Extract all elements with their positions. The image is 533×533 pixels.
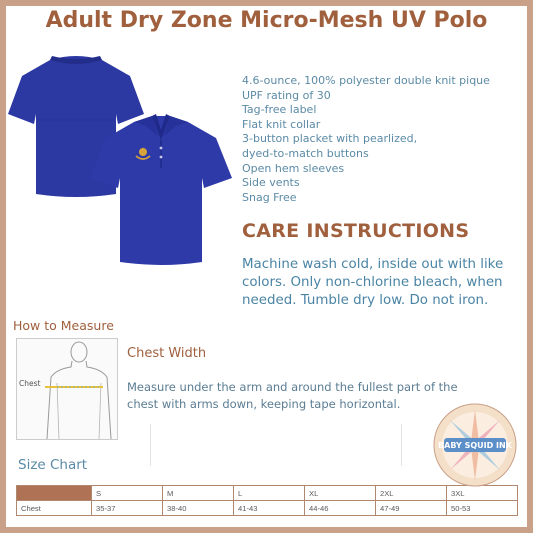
table-cell: 44-46 <box>305 501 376 516</box>
feature-list <box>242 74 490 205</box>
size-chart-table <box>16 485 518 516</box>
measure-description: Measure under the arm and around the fullest part of the chest with arms down, keeping tape horizontal. <box>127 380 458 411</box>
table-cell: 50-53 <box>447 501 518 516</box>
feature-item: 3-button placket with pearlized, <box>242 132 418 146</box>
table-cell: Chest <box>17 501 92 516</box>
table-header-cell: M <box>163 486 234 501</box>
feature-item: Open hem sleeves <box>242 161 345 175</box>
feature-item: 4.6-ounce, 100% polyester double knit pique <box>242 74 490 87</box>
brand-logo <box>432 402 518 488</box>
feature-item: dyed-to-match buttons <box>242 146 369 160</box>
body-silhouette-image <box>17 339 117 439</box>
how-to-measure-heading: How to Measure <box>13 318 114 333</box>
svg-text:···: ··· <box>141 145 145 149</box>
table-cell: 38-40 <box>163 501 234 516</box>
chest-width-heading: Chest Width <box>127 346 207 361</box>
measure-illustration <box>16 338 118 440</box>
feature-item: Flat knit collar <box>242 117 321 131</box>
care-instructions-text: Machine wash cold, inside out with like colors. Only non-chlorine bleach, when needed. Tumble dry low. Do not iron. <box>242 257 504 308</box>
feature-item: Tag-free label <box>242 103 317 117</box>
feature-item: UPF rating of 30 <box>242 88 331 102</box>
table-header-cell: 2XL <box>376 486 447 501</box>
table-header-cell: L <box>234 486 305 501</box>
care-instructions-heading: CARE INSTRUCTIONS <box>242 220 470 242</box>
feature-item: Snag Free <box>242 190 297 204</box>
feature-item: Side vents <box>242 176 300 190</box>
polo-front-image <box>86 112 236 272</box>
table-header-cell <box>17 486 92 501</box>
table-header-cell: 3XL <box>447 486 518 501</box>
size-chart-heading: Size Chart <box>18 457 88 473</box>
chest-label: Chest <box>19 379 41 388</box>
table-cell: 47-49 <box>376 501 447 516</box>
table-row <box>17 501 518 516</box>
section-divider <box>150 424 402 466</box>
page-title: Adult Dry Zone Micro-Mesh UV Polo <box>45 8 488 33</box>
table-header-cell: S <box>92 486 163 501</box>
table-cell: 41-43 <box>234 501 305 516</box>
table-header-cell: XL <box>305 486 376 501</box>
brand-logo-text: BABY SQUID INK <box>438 441 512 450</box>
table-cell: 35-37 <box>92 501 163 516</box>
